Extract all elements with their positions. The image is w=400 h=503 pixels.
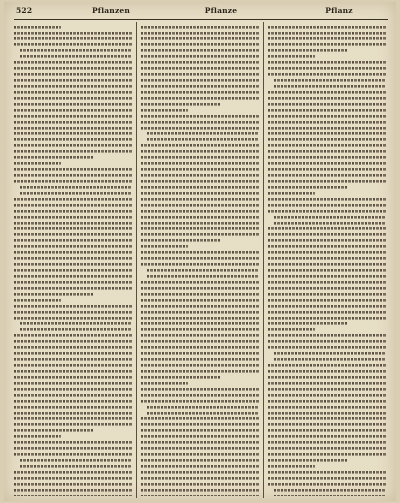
text-column-right (268, 24, 386, 496)
running-header (4, 6, 396, 20)
text-line (141, 493, 259, 496)
text-column-left (14, 24, 132, 496)
column-divider (263, 22, 264, 498)
column-divider (136, 22, 137, 498)
dictionary-page (4, 2, 396, 501)
text-column-middle (141, 24, 259, 496)
headword-center: Pflanze (204, 6, 238, 15)
text-line (14, 493, 132, 496)
header-rule (14, 19, 388, 20)
headword-right: Pflanz (325, 6, 353, 15)
page-number: 522 (16, 6, 33, 15)
headword-left: Pflanzen (91, 6, 131, 15)
text-line (274, 493, 386, 496)
